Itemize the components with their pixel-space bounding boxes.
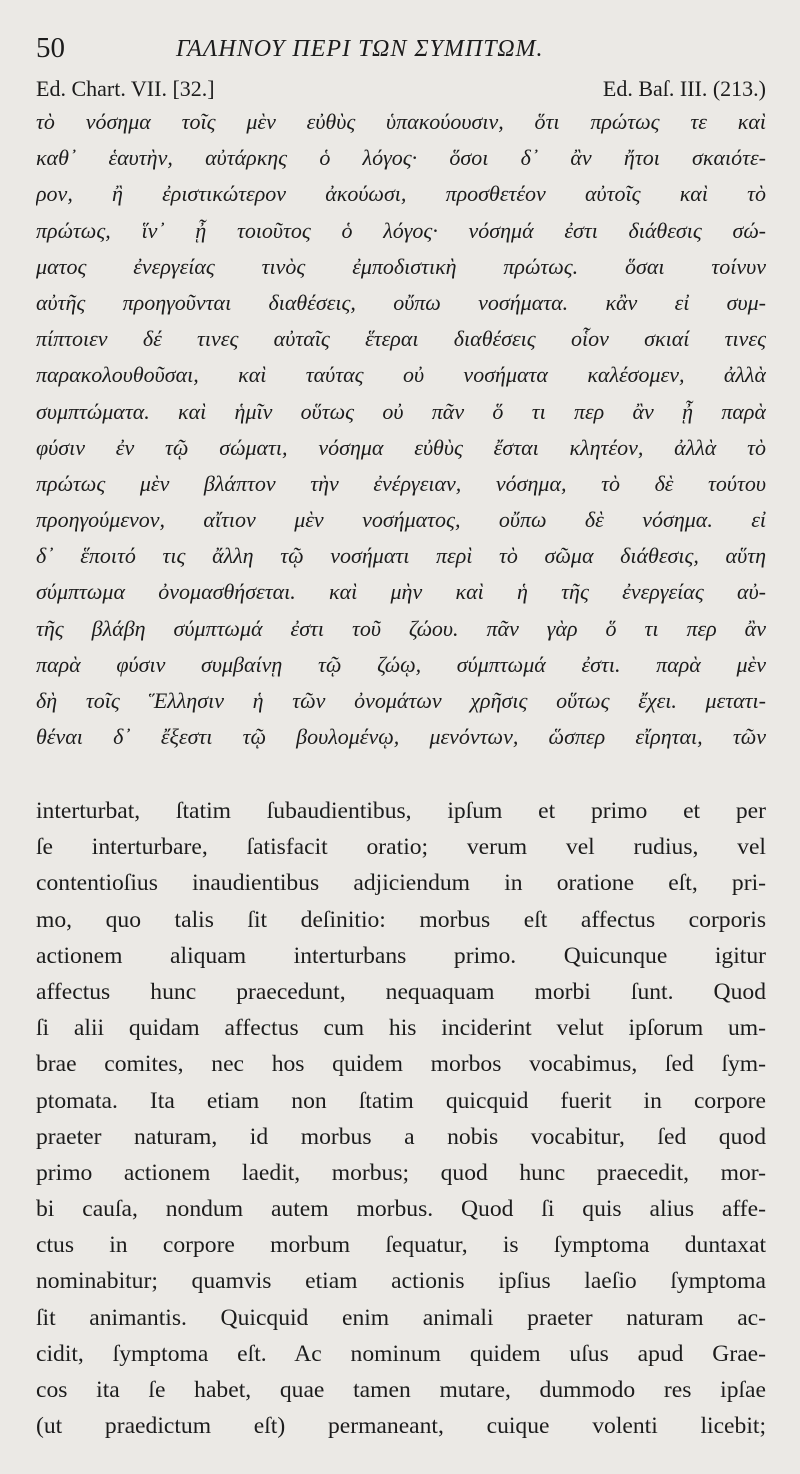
latin-line: praeter naturam, id morbus a nobis vocabitur, ſed quod [36,1123,766,1150]
latin-text-block [36,793,766,1444]
greek-line: δὴ τοῖς Ἕλλησιν ἡ τῶν ὀνομάτων χρῆσις οὕτως ἔχει. μετατι- [36,688,766,713]
greek-line: καθ᾽ ἑαυτὴν, αὐτάρκης ὁ λόγος· ὅσοι δ᾽ ἂν ἤτοι σκαιότε- [36,145,766,171]
greek-line: φύσιν ἐν τῷ σώματι, νόσημα εὐθὺς ἔσται κλητέον, ἀλλὰ τὸ [36,434,766,460]
greek-line: πρώτως μὲν βλάπτον τὴν ἐνέργειαν, νόσημα, τὸ δὲ τούτου [36,470,766,496]
latin-line: ſe interturbare, ſatisfacit oratio; verum vel rudius, vel [36,834,766,861]
greek-line: παρὰ φύσιν συμβαίνῃ τῷ ζώῳ, σύμπτωμά ἐστι. παρὰ μὲν [36,651,766,677]
greek-line: πρώτως, ἵν᾽ ᾖ τοιοῦτος ὁ λόγος· νόσημά ἐστι διάθεσις σώ- [36,217,766,243]
running-head [36,28,766,68]
latin-line: (ut praedictum eſt) permaneant, cuique volenti licebit; [36,1413,766,1440]
latin-line: cidit, ſymptoma eſt. Ac nominum quidem uſus apud Grae- [36,1340,766,1367]
latin-line: brae comites, nec hos quidem morbos vocabimus, ſed ſym- [36,1051,766,1078]
edition-chartier-reference: Ed. Chart. VII. [32.] [36,76,215,101]
latin-line: ſi alii quidam affectus cum his inciderint velut ipſorum um- [36,1015,766,1042]
greek-line: δ᾽ ἕποιτό τις ἄλλη τῷ νοσήματι περὶ τὸ σῶμα διάθεσις, αὕτη [36,543,766,569]
greek-line: αὐτῆς προηγοῦνται διαθέσεις, οὔπω νοσήματα. κἂν εἰ συμ- [36,289,766,315]
greek-line: σύμπτωμα ὀνομασθήσεται. καὶ μὴν καὶ ἡ τῆς ἐνεργείας αὐ- [36,579,766,605]
latin-line: ſit animantis. Quicquid enim animali praeter naturam ac- [36,1304,766,1331]
greek-text-block [36,104,766,755]
edition-basel-reference: Ed. Baſ. III. (213.) [602,76,766,101]
greek-line: θέναι δ᾽ ἔξεστι τῷ βουλομένῳ, μενόντων, ὥσπερ εἴρηται, τῶν [36,724,766,750]
running-title: ΓΑΛΗΝΟΥ ΠΕΡΙ ΤΩΝ ΣΥΜΠΤΩΜ. [176,36,544,62]
latin-line: mo, quo talis ſit deſinitio: morbus eſt affectus corporis [36,906,766,933]
edition-reference-line [36,76,766,106]
latin-line: primo actionem laedit, morbus; quod hunc praecedit, mor- [36,1159,766,1186]
latin-line: contentioſius inaudientibus adjiciendum in oratione eſt, pri- [36,870,766,897]
latin-line: ptomata. Ita etiam non ſtatim quicquid fuerit in corpore [36,1087,766,1114]
greek-line: προηγούμενον, αἴτιον μὲν νοσήματος, οὔπω δὲ νόσημα. εἰ [36,507,766,533]
greek-line: ματος ἐνεργείας τινὸς ἐμποδιστικὴ πρώτως. ὅσαι τοίνυν [36,253,766,279]
greek-line: τὸ νόσημα τοῖς μὲν εὐθὺς ὑπακούουσιν, ὅτι πρώτως τε καὶ [36,109,766,134]
greek-line: παρακολουθοῦσαι, καὶ ταύτας οὐ νοσήματα καλέσομεν, ἀλλὰ [36,362,766,388]
latin-line: ctus in corpore morbum ſequatur, is ſymptoma duntaxat [36,1232,766,1259]
latin-line: interturbat, ſtatim ſubaudientibus, ipſum et primo et per [36,798,766,824]
greek-line: συμπτώματα. καὶ ἡμῖν οὕτως οὐ πᾶν ὅ τι περ ἂν ᾖ παρὰ [36,398,766,424]
latin-line: affectus hunc praecedunt, nequaquam morbi ſunt. Quod [36,978,766,1005]
latin-line: cos ita ſe habet, quae tamen mutare, dummodo res ipſae [36,1377,766,1403]
greek-line: ρον, ἢ ἐριστικώτερον ἀκούωσι, προσθετέον αὐτοῖς καὶ τὸ [36,181,766,207]
latin-line: bi cauſa, nondum autem morbus. Quod ſi quis alius affe- [36,1196,766,1223]
greek-line: τῆς βλάβη σύμπτωμά ἐστι τοῦ ζώου. πᾶν γὰρ ὅ τι περ ἂν [36,615,766,641]
latin-line: nominabitur; quamvis etiam actionis ipſius laeſio ſymptoma [36,1268,766,1295]
page-number: 50 [36,32,65,64]
latin-line: actionem aliquam interturbans primo. Quicunque igitur [36,942,766,969]
greek-line: πίπτοιεν δέ τινες αὐταῖς ἕτεραι διαθέσεις οἷον σκιαί τινες [36,326,766,352]
